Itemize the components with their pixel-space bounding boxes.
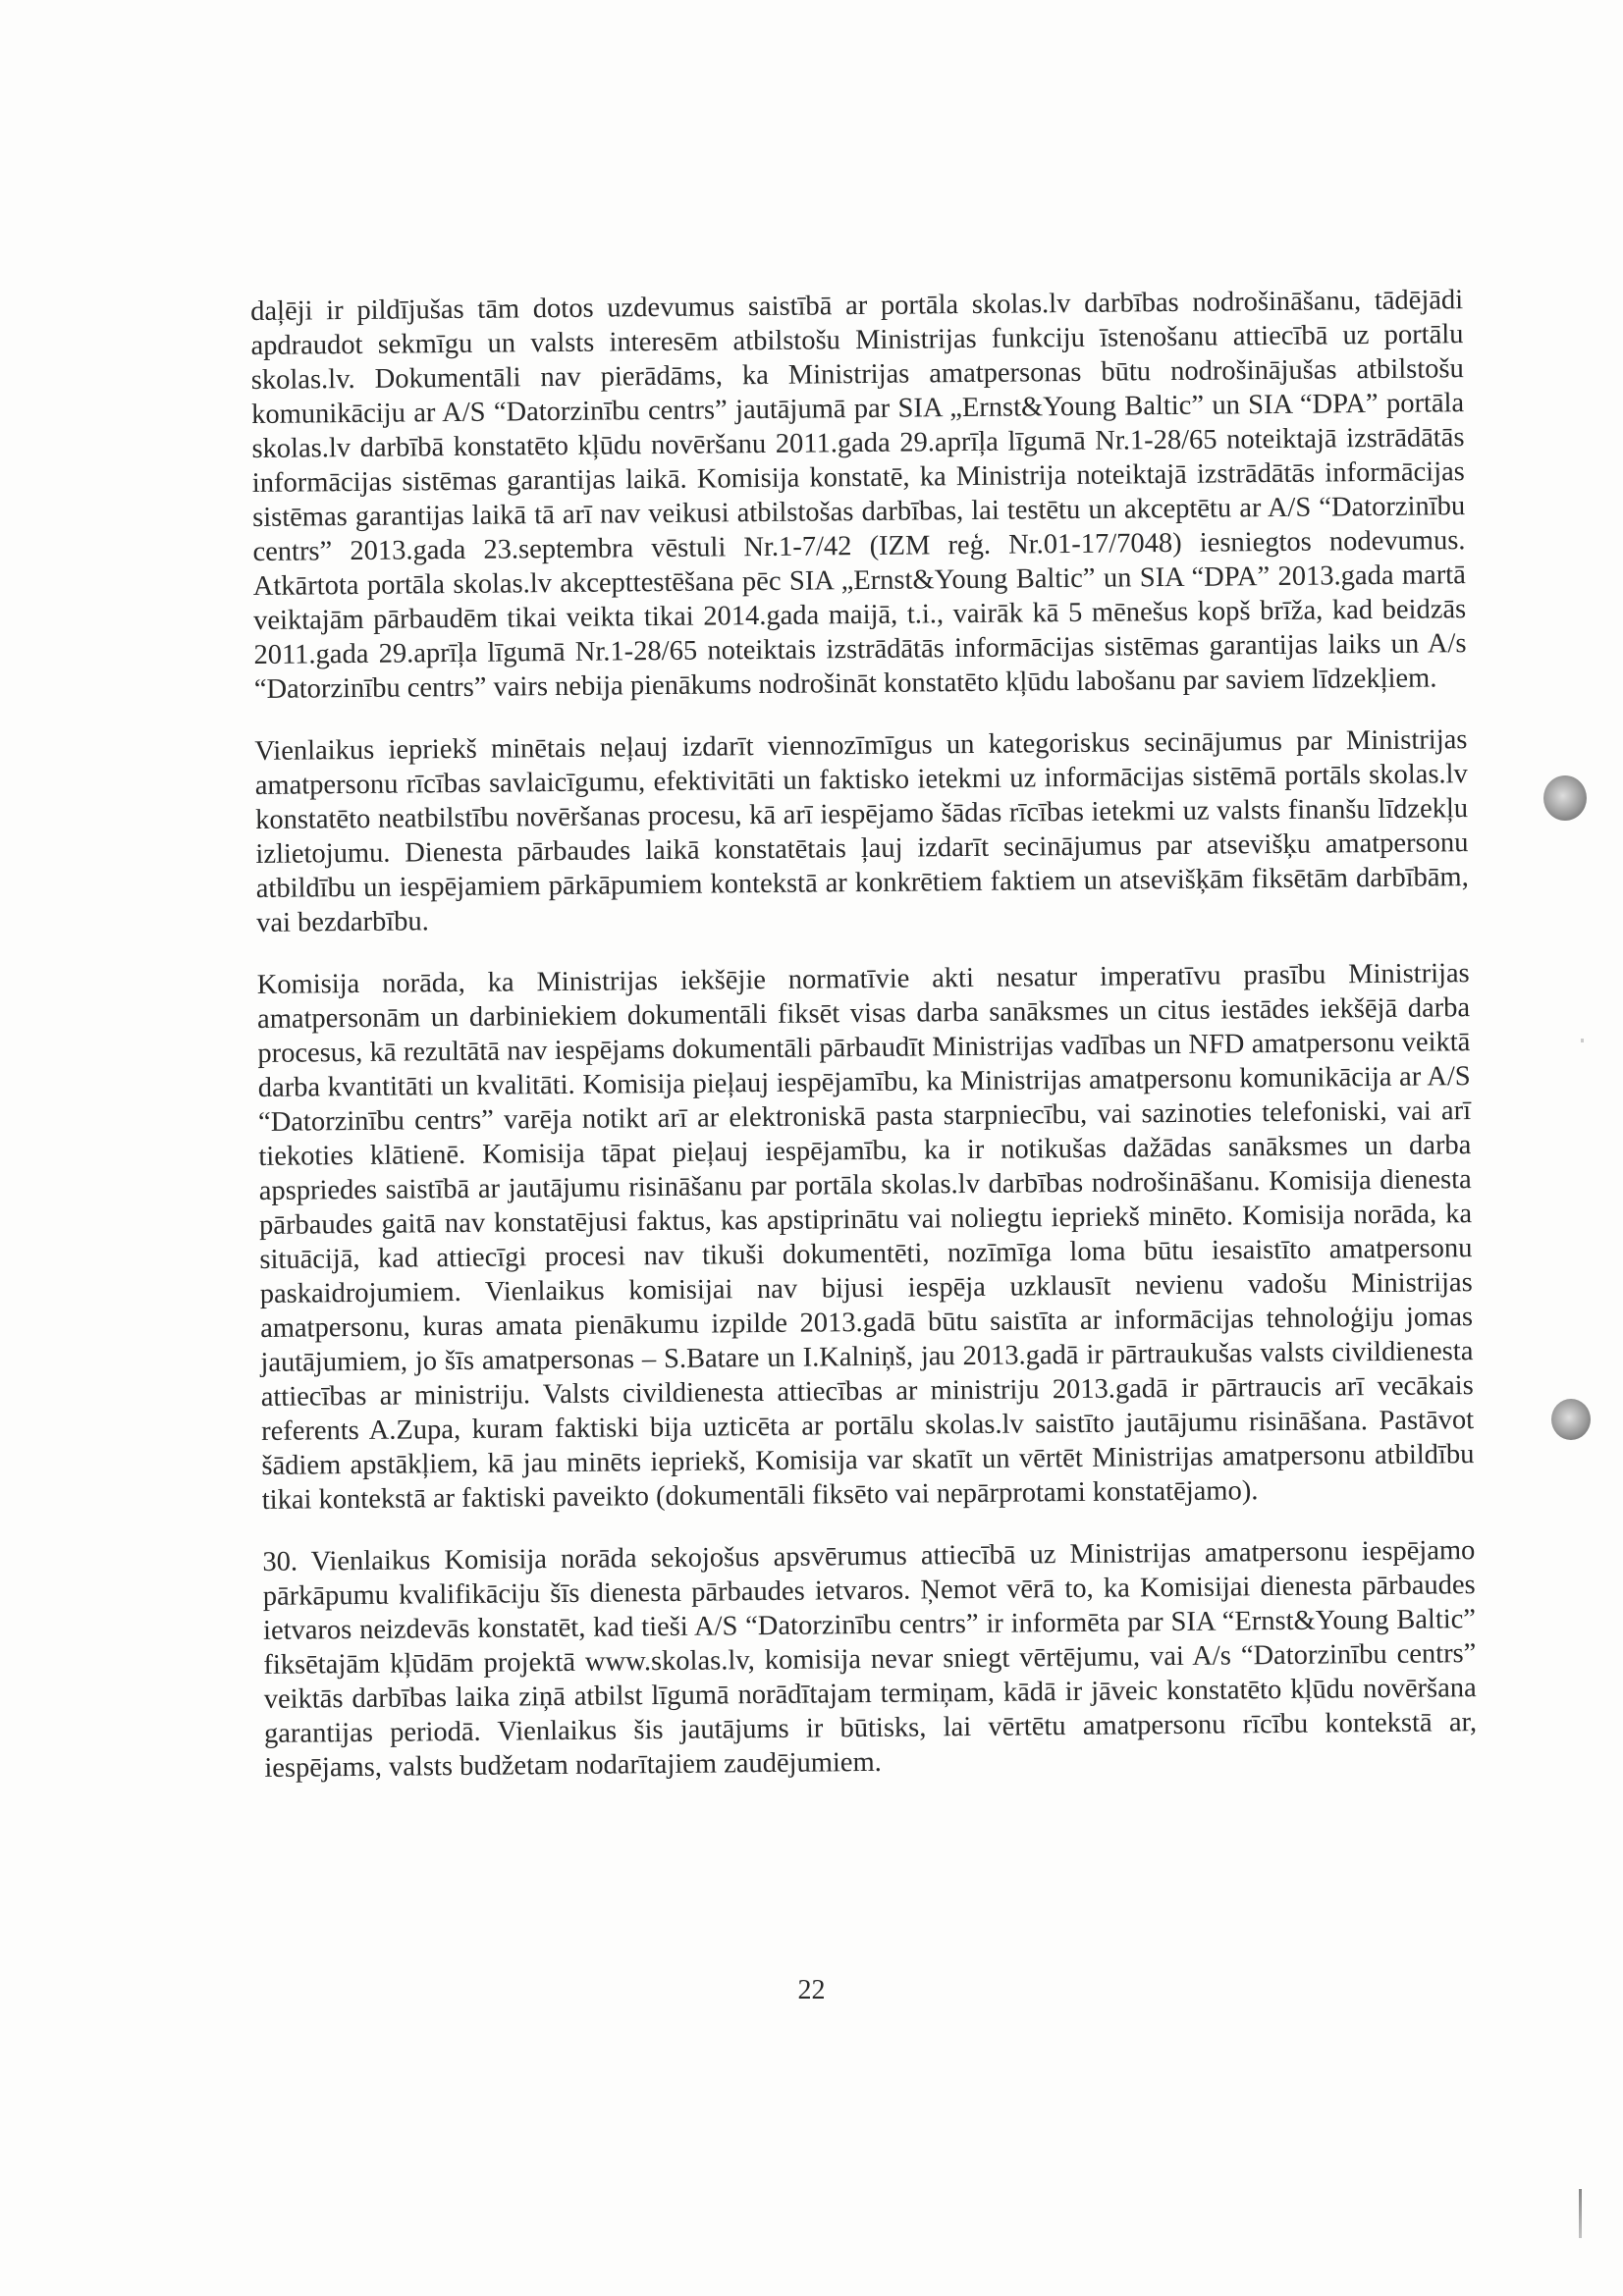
- scan-speck: [1581, 1039, 1584, 1042]
- page-number: 22: [797, 1975, 826, 2005]
- punch-hole-mark: [1543, 775, 1587, 821]
- punch-hole-mark: [1551, 1399, 1591, 1440]
- paragraph-30: 30. Vienlaikus Komisija norāda sekojošus apsvērumus attiecībā uz Ministrijas amatpersonu iespējamo pārkāpumu kvalifikāciju šīs dienesta pārbaudes ietvaros. Ņemot vērā to, ka Komisijai dienesta pārbaudes ietvaros neizdevās konstatēt, kad tieši A/S “Datorzinību centrs” ir informēta par SIA “Ernst&Young Baltic” fiksētajām kļūdām projektā www.skolas.lv, komisija nevar sniegt vērtējumu, vai A/s “Datorzinību centrs” veiktās darbības laika ziņā atbilst līgumā norādītajam termiņam, kādā ir jāveic konstatēto kļūdu novēršana garantijas periodā. Vienlaikus šis jautājums ir būtisks, lai vērtētu amatpersonu rīcību kontekstā ar, iespējams, valsts budžetam nodarītajiem zaudējumiem.: [262, 1535, 1478, 1784]
- body-text: [250, 283, 1478, 1813]
- scan-edge-mark: [1579, 2189, 1582, 2238]
- paragraph-3: Komisija norāda, ka Ministrijas iekšējie normatīvie akti nesatur imperatīvu prasību Ministrijas amatpersonām un darbiniekiem dokumentāli fiksēt visas darba sanāksmes un citus iestādes iekšējā darba procesus, kā rezultātā nav iespējams dokumentāli pārbaudīt Ministrijas vadības un NFD amatpersonu veiktā darba kvantitāti un kvalitāti. Komisija pieļauj iespējamību, ka Ministrijas amatpersonu komunikācija ar A/S “Datorzinību centrs” varēja notikt arī ar elektroniskā pasta starpniecību, vai sazinoties telefoniski, vai arī tiekoties klātienē. Komisija tāpat pieļauj iespējamību, ka ir notikušas dažādas sanāksmes un darba apspriedes saistībā ar jautājumu risināšanu par portāla skolas.lv darbības nodrošināšanu. Komisija dienesta pārbaudes gaitā nav konstatējusi faktus, kas apstiprinātu vai noliegtu iepriekš minēto. Komisija norāda, ka situācijā, kad attiecīgi procesi nav tikuši dokumentēti, nozīmīga loma būtu iesaistīto amatpersonu paskaidrojumiem. Vienlaikus komisijai nav bijusi iespēja uzklausīt nevienu vadošu Ministrijas amatpersonu, kuras amata pienākumu izpilde 2013.gadā būtu saistīta ar informācijas tehnoloģiju jomas jautājumiem, jo šīs amatpersonas – S.Batare un I.Kalniņš, jau 2013.gadā ir pārtraukušas valsts civildienesta attiecības ar ministriju. Valsts civildienesta attiecības ar ministriju 2013.gadā ir pārtraucis arī vecākais referents A.Zupa, kuram faktiski bija uzticēta ar portālu skolas.lv saistīto jautājumu risināšana. Pastāvot šādiem apstākļiem, kā jau minēts iepriekš, Komisija var skatīt un vērtēt Ministrijas amatpersonu atbildību tikai kontekstā ar faktiski paveikto (dokumentāli fiksēto vai nepārprotami konstatējamo).: [256, 958, 1475, 1516]
- paragraph-1: daļēji ir pildījušas tām dotos uzdevumus saistībā ar portāla skolas.lv darbības nodrošināšanu, tādējādi apdraudot sekmīgu un valsts interesēm atbilstošu Ministrijas funkciju īstenošanu attiecībā uz portālu skolas.lv. Dokumentāli nav pierādāms, ka Ministrijas amatpersonas būtu nodrošinājušas atbilstošu komunikāciju ar A/S “Datorzinību centrs” jautājumā par SIA „Ernst&Young Baltic” un SIA “DPA” portāla skolas.lv darbībā konstatēto kļūdu novēršanu 2011.gada 29.aprīļa līgumā Nr.1-28/65 noteiktajā izstrādātās informācijas sistēmas garantijas laikā. Komisija konstatē, ka Ministrija noteiktajā izstrādātās informācijas sistēmas garantijas laikā tā arī nav veikusi atbilstošas darbības, lai testētu un akceptētu ar A/S “Datorzinību centrs” 2013.gada 23.septembra vēstuli Nr.1-7/42 (IZM reģ. Nr.01-17/7048) iesniegtos nodevumus. Atkārtota portāla skolas.lv akcepttestēšana pēc SIA „Ernst&Young Baltic” un SIA “DPA” 2013.gada martā veiktajām pārbaudēm tikai veikta tikai 2014.gada maijā, t.i., vairāk kā 5 mēnešus kopš brīža, kad beidzās 2011.gada 29.aprīļa līgumā Nr.1-28/65 noteiktais izstrādātās informācijas sistēmas garantijas laiks un A/s “Datorzinību centrs” vairs nebija pienākums nodrošināt konstatēto kļūdu labošanu par saviem līdzekļiem.: [250, 285, 1467, 705]
- paragraph-2: Vienlaikus iepriekš minētais neļauj izdarīt viennozīmīgus un kategoriskus secinājumus par Ministrijas amatpersonu rīcības savlaicīgumu, efektivitāti un faktisko ietekmi uz informācijas sistēmā portāls skolas.lv konstatēto neatbilstību novēršanas procesu, kā arī iespējamo šādas rīcības ietekmi uz valsts finanšu līdzekļu izlietojumu. Dienesta pārbaudes laikā konstatētais ļauj izdarīt secinājumus par atsevišķu amatpersonu atbildību un iespējamiem pārkāpumiem kontekstā ar konkrētiem faktiem un atsevišķām fiksētām darbībām, vai bezdarbību.: [254, 724, 1469, 938]
